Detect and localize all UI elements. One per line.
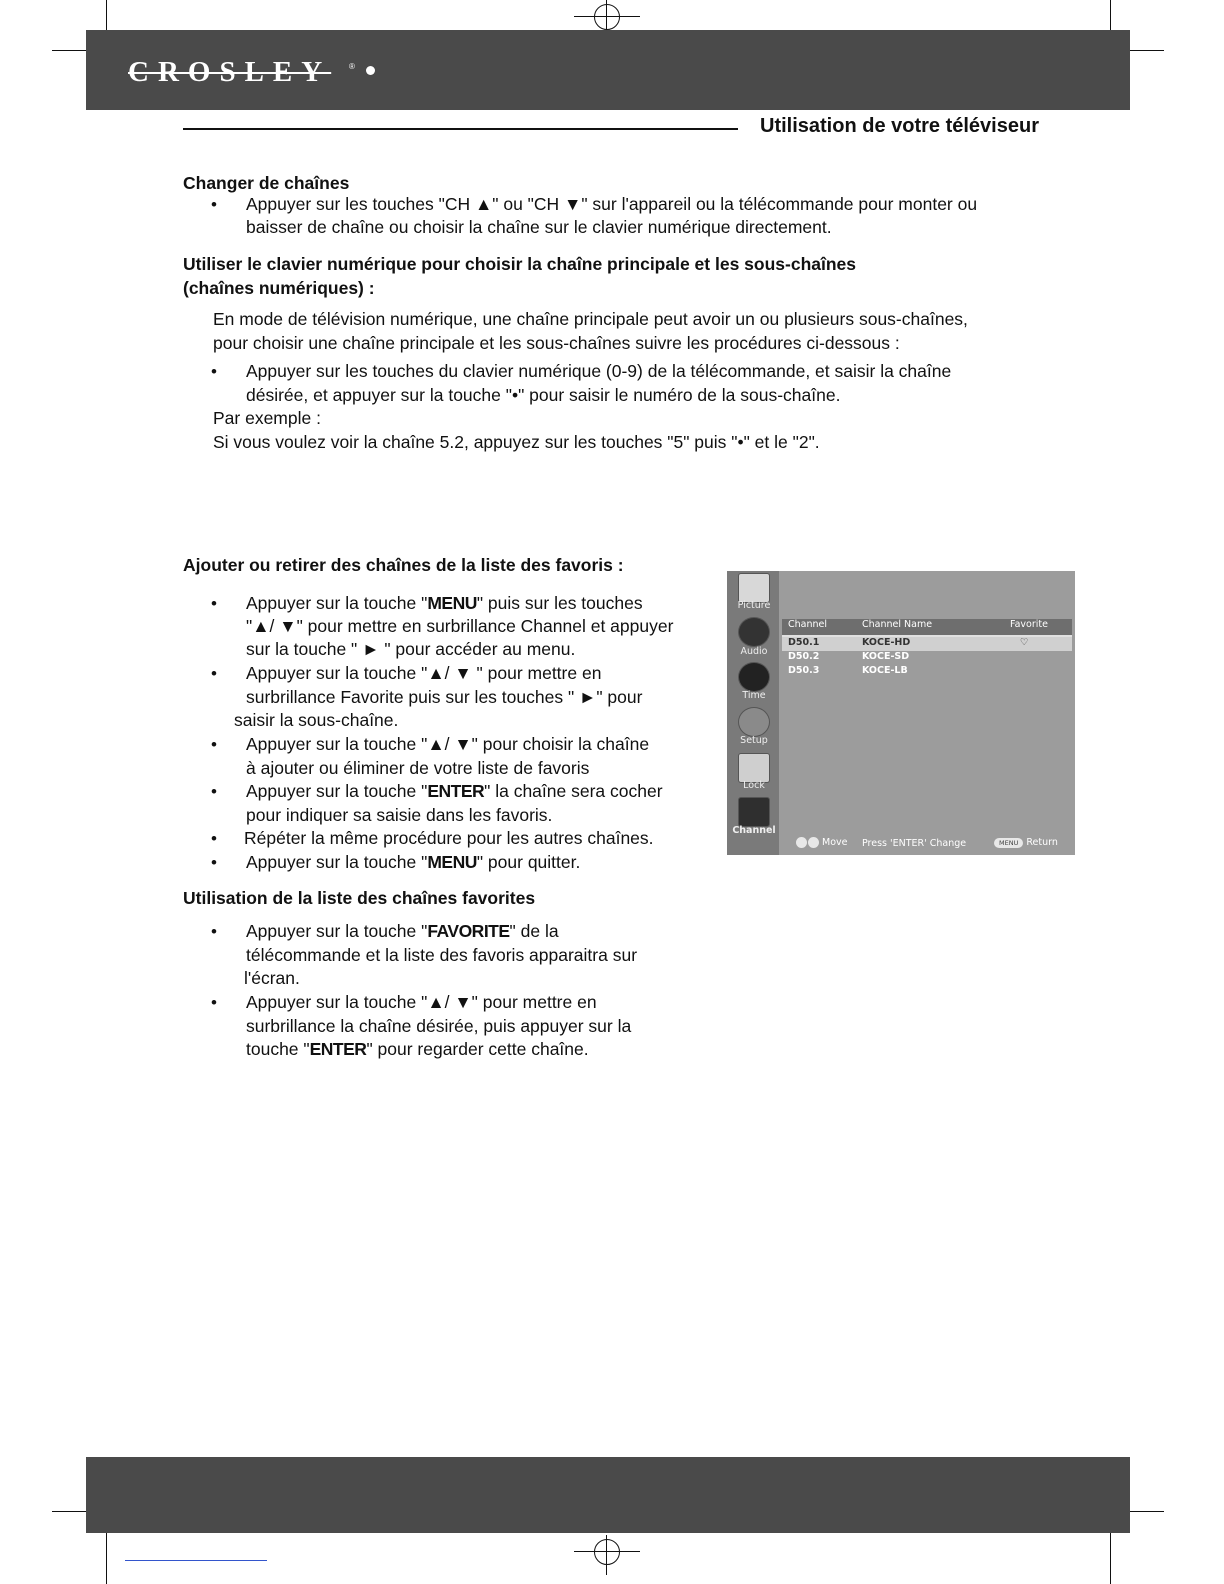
- clock-icon: [738, 662, 770, 692]
- paragraph-line: Appuyer sur la touche "MENU" puis sur les touches: [246, 593, 643, 613]
- paragraph-line: Appuyer sur les touches "CH ▲" ou "CH ▼" sur l'appareil ou la télécommande pour monter ou: [246, 194, 978, 214]
- bullet: •: [211, 664, 217, 683]
- col-channel-name: Channel Name: [862, 619, 933, 630]
- paragraph-line: surbrillance Favorite puis sur les touches " ►" pour: [246, 687, 643, 707]
- paragraph-line: Appuyer sur les touches du clavier numérique (0-9) de la télécommande, et saisir la chaîne: [246, 361, 952, 381]
- registration-mark: [606, 1535, 607, 1575]
- key-enter: ENTER: [427, 781, 485, 801]
- bullet: •: [211, 195, 217, 214]
- paragraph-line: touche "ENTER" pour regarder cette chaîne.: [246, 1039, 589, 1059]
- tv-menu-label: Picture: [737, 600, 771, 611]
- favorite-heart-icon: ♡: [1020, 637, 1029, 648]
- tv-menu-label: Setup: [740, 735, 768, 746]
- registration-mark: [594, 4, 620, 30]
- tv-menu-label: Lock: [743, 780, 765, 791]
- brand-logo: CROSLEY: [128, 56, 332, 88]
- crop-mark: [106, 0, 107, 30]
- lock-icon: [738, 753, 770, 783]
- paragraph-line: à ajouter ou éliminer de votre liste de favoris: [246, 758, 590, 778]
- registration-mark: [574, 1551, 640, 1552]
- crop-mark: [1110, 0, 1111, 30]
- menu-button-icon: MENU: [994, 838, 1023, 848]
- registration-mark: [594, 1539, 620, 1565]
- bullet: •: [211, 594, 217, 613]
- paragraph-line: En mode de télévision numérique, une chaîne principale peut avoir un ou plusieurs sous-chaînes,: [213, 309, 968, 329]
- paragraph-line: Répéter la même procédure pour les autres chaînes.: [244, 828, 654, 848]
- paragraph-line: Appuyer sur la touche "MENU" pour quitter.: [246, 852, 581, 872]
- footer-bar: [86, 1457, 1130, 1533]
- paragraph-line: pour choisir une chaîne principale et les sous-chaînes suivre les procédures ci-dessous :: [213, 333, 900, 353]
- tv-menu-label: Time: [742, 690, 766, 701]
- down-arrow-icon: [808, 837, 819, 848]
- paragraph-line: Appuyer sur la touche "▲/ ▼ " pour mettre en: [246, 663, 602, 683]
- bullet: •: [211, 735, 217, 754]
- crop-mark: [1110, 1533, 1111, 1584]
- section-title: Utilisation de votre téléviseur: [760, 115, 1039, 137]
- paragraph-line: Appuyer sur la touche "▲/ ▼" pour choisir la chaîne: [246, 734, 650, 754]
- key-favorite: FAVORITE: [427, 921, 510, 941]
- key-menu: MENU: [427, 593, 477, 613]
- tv-table-row: D50.2 KOCE-SD: [788, 651, 910, 662]
- section-rule: [183, 128, 738, 130]
- example-text: Si vous voulez voir la chaîne 5.2, appuyez sur les touches "5" puis "•" et le "2".: [213, 432, 820, 452]
- heading-utilisation-favoris: Utilisation de la liste des chaînes favorites: [183, 888, 536, 908]
- paragraph-line: désirée, et appuyer sur la touche "•" pour saisir le numéro de la sous-chaîne.: [246, 385, 841, 405]
- paragraph-line: baisser de chaîne ou choisir la chaîne sur le clavier numérique directement.: [246, 217, 832, 237]
- paragraph-line: l'écran.: [244, 968, 300, 988]
- bullet: •: [211, 993, 217, 1012]
- paragraph-line: sur la touche " ► " pour accéder au menu.: [246, 639, 576, 659]
- tv-menu-label: Channel: [732, 825, 776, 836]
- crop-mark: [52, 1511, 86, 1512]
- tv-footer-hints: Move Press 'ENTER' Change MENU Return: [782, 833, 1072, 853]
- heading-changer-chaines: Changer de chaînes: [183, 173, 350, 193]
- registration-mark: [606, 0, 607, 30]
- tv-menu-screenshot: [727, 571, 1075, 855]
- tv-table-row: D50.3 KOCE-LB: [788, 665, 908, 676]
- registration-mark: [574, 16, 640, 17]
- paragraph-line: surbrillance la chaîne désirée, puis appuyer sur la: [246, 1016, 632, 1036]
- paragraph-line: Appuyer sur la touche "FAVORITE" de la: [246, 921, 559, 941]
- col-channel: Channel: [788, 619, 828, 630]
- crop-mark: [106, 1533, 107, 1584]
- key-enter: ENTER: [309, 1039, 367, 1059]
- heading-favoris: Ajouter ou retirer des chaînes de la liste des favoris :: [183, 555, 624, 575]
- key-menu: MENU: [427, 852, 477, 872]
- tv-table-header: [782, 619, 1072, 637]
- channel-icon: [738, 797, 770, 827]
- picture-icon: [738, 573, 770, 603]
- bullet: •: [211, 362, 217, 381]
- tv-menu-label: Audio: [740, 646, 768, 657]
- audio-icon: [738, 617, 770, 647]
- up-arrow-icon: [796, 837, 807, 848]
- logo-dot: [366, 66, 375, 75]
- bullet: •: [211, 922, 217, 941]
- heading-clavier: (chaînes numériques) :: [183, 278, 375, 298]
- paragraph-line: "▲/ ▼" pour mettre en surbrillance Channel et appuyer: [246, 616, 674, 636]
- paragraph-line: Appuyer sur la touche "ENTER" la chaîne sera cocher: [246, 781, 663, 801]
- registered-mark: ®: [349, 62, 355, 71]
- paragraph-line: télécommande et la liste des favoris apparaitra sur: [246, 945, 638, 965]
- paragraph-line: Appuyer sur la touche "▲/ ▼" pour mettre en: [246, 992, 597, 1012]
- bullet: •: [211, 782, 217, 801]
- setup-icon: [738, 707, 770, 737]
- crop-mark: [1130, 50, 1164, 51]
- bottom-link-line: [125, 1560, 267, 1561]
- bullet: •: [211, 853, 217, 872]
- col-favorite: Favorite: [1010, 619, 1048, 630]
- paragraph-line: pour indiquer sa saisie dans les favoris.: [246, 805, 553, 825]
- crop-mark: [52, 50, 86, 51]
- tv-table-row: D50.1 KOCE-HD ♡: [782, 637, 1072, 651]
- example-label: Par exemple :: [213, 408, 321, 428]
- heading-clavier: Utiliser le clavier numérique pour choisir la chaîne principale et les sous-chaînes: [183, 254, 857, 274]
- bullet: •: [211, 829, 217, 848]
- crop-mark: [1130, 1511, 1164, 1512]
- paragraph-line: saisir la sous-chaîne.: [234, 710, 399, 730]
